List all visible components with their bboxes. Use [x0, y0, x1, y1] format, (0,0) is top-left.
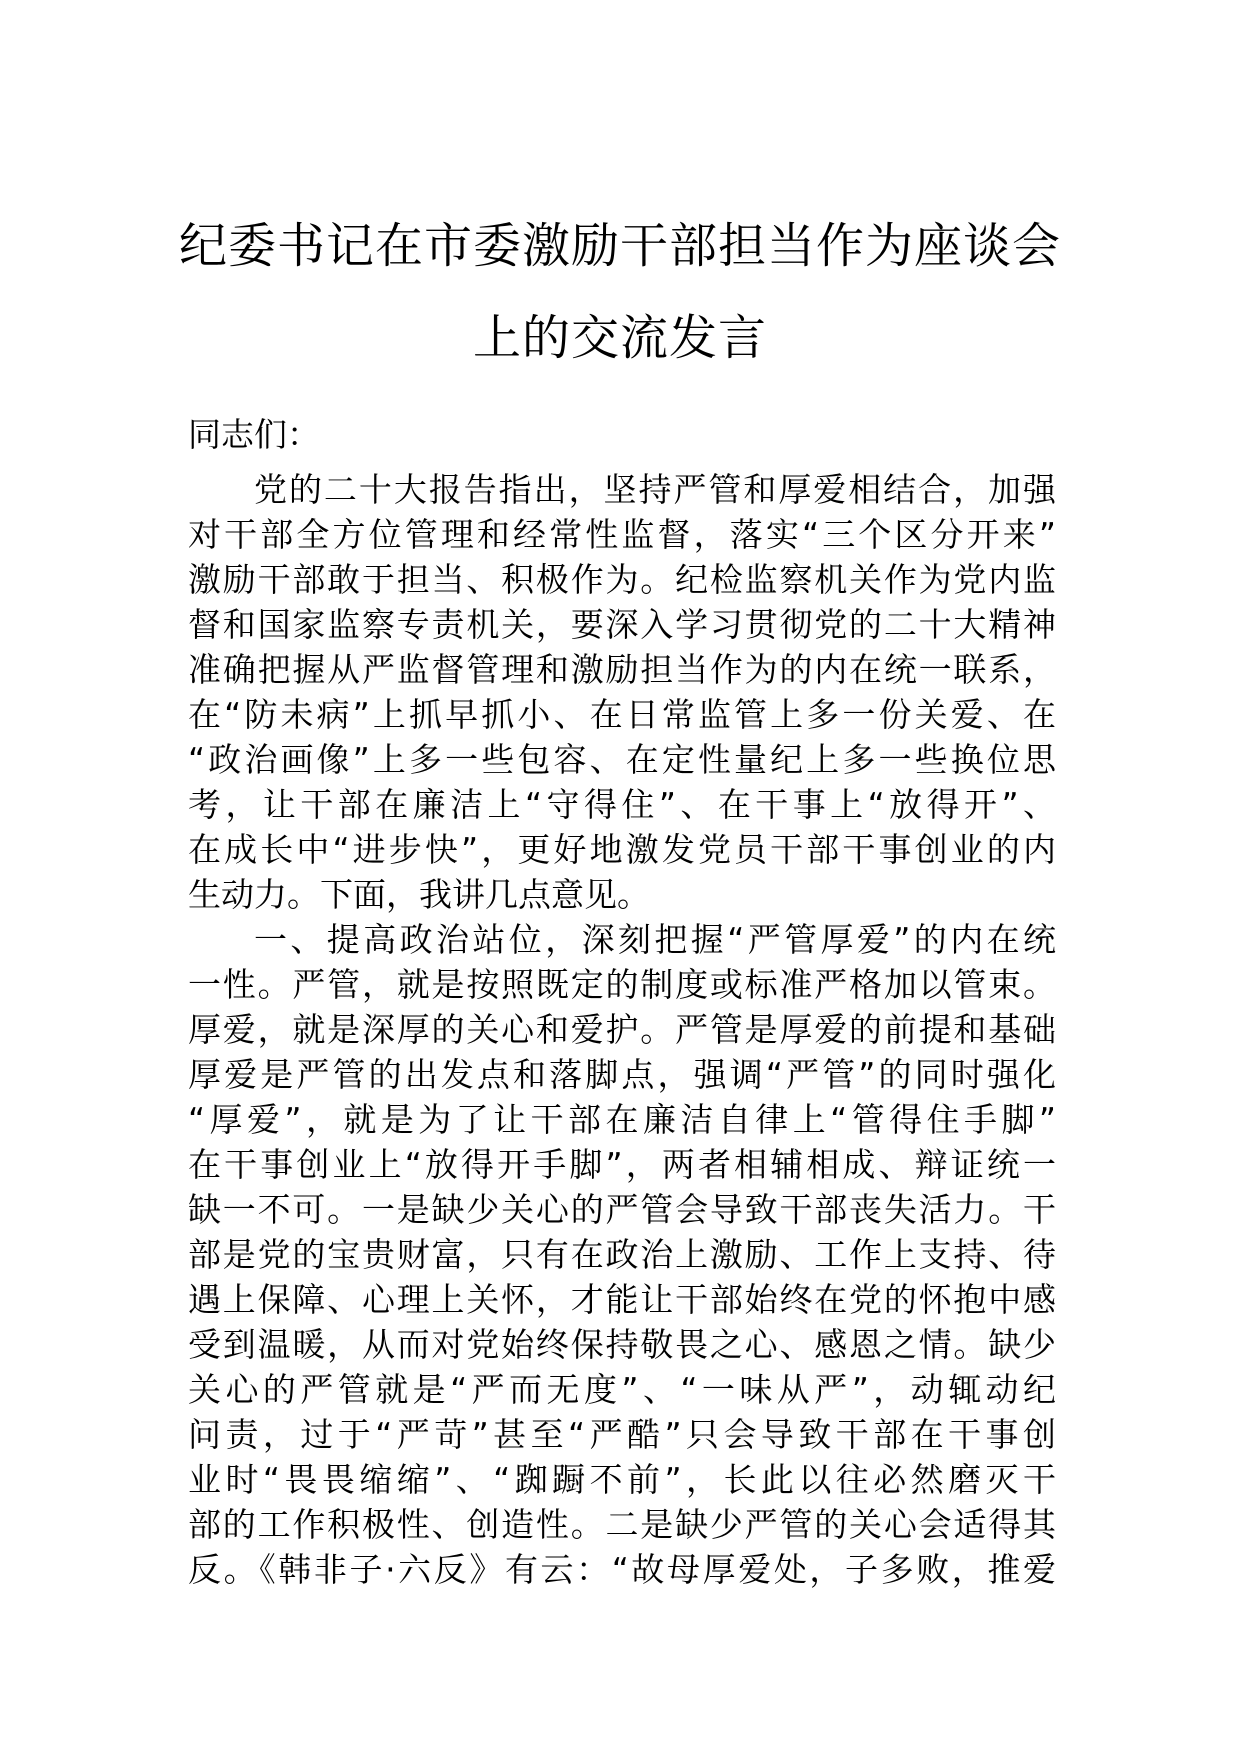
paragraph-1-line: 党的二十大报告指出，坚持严管和厚爱相结合，加强	[254, 470, 1056, 509]
paragraph-2-line: “厚爱”，就是为了让干部在廉洁自律上“管得住手脚”	[188, 1100, 1056, 1139]
paragraph-2-line: 业时“畏畏缩缩”、“踟蹰不前”，长此以往必然磨灭干	[188, 1460, 1056, 1499]
paragraph-1-line: 在成长中“进步快”，更好地激发党员干部干事创业的内	[188, 830, 1056, 869]
paragraph-2-line: 缺一不可。一是缺少关心的严管会导致干部丧失活力。干	[188, 1190, 1056, 1229]
paragraph-1-line: 对干部全方位管理和经常性监督，落实“三个区分开来”	[188, 515, 1056, 554]
paragraph-2-line: 部的工作积极性、创造性。二是缺少严管的关心会适得其	[188, 1505, 1056, 1544]
document-title-line-1: 纪委书记在市委激励干部担当作为座谈会	[178, 218, 1061, 274]
paragraph-1-line: 考，让干部在廉洁上“守得住”、在干事上“放得开”、	[188, 785, 1056, 824]
paragraph-1-line: 督和国家监察专责机关，要深入学习贯彻党的二十大精神	[188, 605, 1056, 644]
paragraph-2-line: 遇上保障、心理上关怀，才能让干部始终在党的怀抱中感	[188, 1280, 1056, 1319]
paragraph-2-line: 问责，过于“严苛”甚至“严酷”只会导致干部在干事创	[188, 1415, 1056, 1454]
paragraph-2-line: 反。《韩非子·六反》有云：“故母厚爱处，子多败，推爱	[188, 1550, 1056, 1589]
paragraph-1-line: “政治画像”上多一些包容、在定性量纪上多一些换位思	[188, 740, 1056, 779]
paragraph-1-line: 在“防未病”上抓早抓小、在日常监管上多一份关爱、在	[188, 695, 1056, 734]
paragraph-1-line: 准确把握从严监督管理和激励担当作为的内在统一联系，	[188, 650, 1056, 689]
paragraph-2-line: 关心的严管就是“严而无度”、“一味从严”，动辄动纪	[188, 1370, 1056, 1409]
paragraph-2-line: 一性。严管，就是按照既定的制度或标准严格加以管束。	[188, 965, 1056, 1004]
document-title-line-2: 上的交流发言	[472, 310, 767, 366]
salutation: 同志们：	[188, 415, 320, 454]
paragraph-1-line: 激励干部敢于担当、积极作为。纪检监察机关作为党内监	[188, 560, 1056, 599]
paragraph-2-line: 一、提高政治站位，深刻把握“严管厚爱”的内在统	[254, 920, 1056, 959]
paragraph-2-line: 受到温暖，从而对党始终保持敬畏之心、感恩之情。缺少	[188, 1325, 1056, 1364]
paragraph-2-line: 在干事创业上“放得开手脚”，两者相辅相成、辩证统一	[188, 1145, 1056, 1184]
paragraph-2-line: 厚爱，就是深厚的关心和爱护。严管是厚爱的前提和基础	[188, 1010, 1056, 1049]
paragraph-1-line: 生动力。下面，我讲几点意见。	[188, 875, 650, 914]
paragraph-2-line: 部是党的宝贵财富，只有在政治上激励、工作上支持、待	[188, 1235, 1056, 1274]
paragraph-2-line: 厚爱是严管的出发点和落脚点，强调“严管”的同时强化	[188, 1055, 1056, 1094]
